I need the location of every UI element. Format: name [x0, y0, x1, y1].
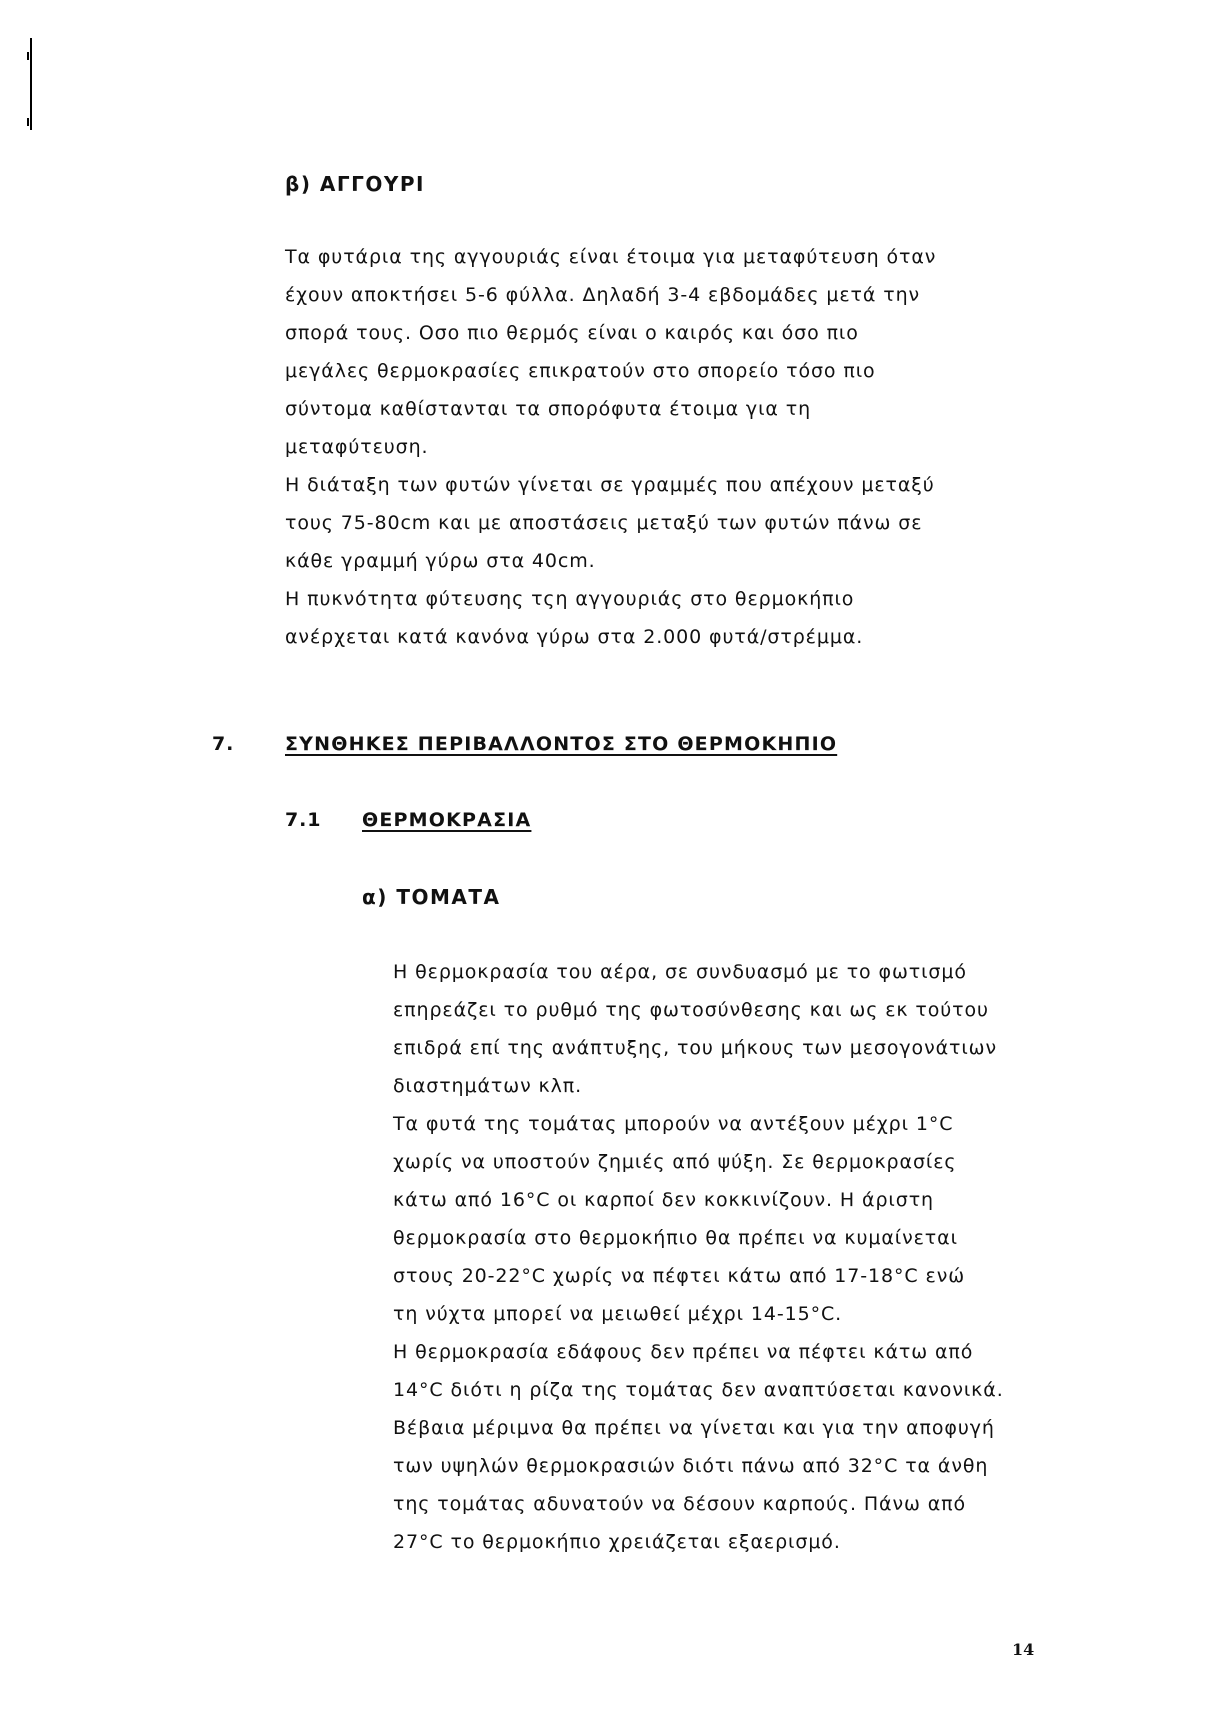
text-line: μεγάλες θερμοκρασίες επικρατούν στο σπορείο τόσο πιο	[285, 360, 876, 382]
section-heading-cucumber: β) ΑΓΓΟΥΡΙ	[285, 172, 425, 196]
section-heading-tomato: α) ΤΟΜΑΤΑ	[362, 885, 501, 909]
text-line: μεταφύτευση.	[285, 436, 429, 458]
scan-edge-tick	[27, 52, 29, 60]
text-line: χωρίς να υποστούν ζημιές από ψύξη. Σε θερμοκρασίες	[393, 1151, 957, 1173]
chapter-number: 7.	[212, 733, 235, 755]
subsection-title: ΘΕΡΜΟΚΡΑΣΙΑ	[362, 809, 532, 831]
scan-edge-line	[30, 38, 32, 130]
text-line: τους 75-80cm και με αποστάσεις μεταξύ των φυτών πάνω σε	[285, 512, 923, 534]
text-line: επιδρά επί της ανάπτυξης, του μήκους των μεσογονάτιων	[393, 1037, 997, 1059]
text-line: 14°C διότι η ρίζα της τομάτας δεν αναπτύσεται κανονικά.	[393, 1379, 1004, 1401]
text-line: διαστημάτων κλπ.	[393, 1075, 583, 1097]
text-line: Τα φυτά της τομάτας μπορούν να αντέξουν μέχρι 1°C	[393, 1113, 954, 1135]
text-line: τη νύχτα μπορεί να μειωθεί μέχρι 14-15°C.	[393, 1303, 843, 1325]
text-line: έχουν αποκτήσει 5-6 φύλλα. Δηλαδή 3-4 εβδομάδες μετά την	[285, 284, 921, 306]
text-line: Τα φυτάρια της αγγουριάς είναι έτοιμα για μεταφύτευση όταν	[285, 246, 937, 268]
text-line: Η θερμοκρασία του αέρα, σε συνδυασμό με το φωτισμό	[393, 961, 967, 983]
text-line: θερμοκρασία στο θερμοκήπιο θα πρέπει να κυμαίνεται	[393, 1227, 958, 1249]
text-line: Η πυκνότητα φύτευσης τςη αγγουριάς στο θερμοκήπιο	[285, 588, 855, 610]
scan-edge-tick	[27, 118, 29, 126]
text-line: της τομάτας αδυνατούν να δέσουν καρπούς. Πάνω από	[393, 1493, 967, 1515]
text-line: ανέρχεται κατά κανόνα γύρω στα 2.000 φυτά/στρέμμα.	[285, 626, 864, 648]
text-line: κάθε γραμμή γύρω στα 40cm.	[285, 550, 596, 572]
chapter-title: ΣΥΝΘΗΚΕΣ ΠΕΡΙΒΑΛΛΟΝΤΟΣ ΣΤΟ ΘΕΡΜΟΚΗΠΙΟ	[285, 733, 838, 755]
subsection-number: 7.1	[285, 809, 322, 831]
text-line: σύντομα καθίστανται τα σπορόφυτα έτοιμα για τη	[285, 398, 812, 420]
text-line: 27°C το θερμοκήπιο χρειάζεται εξαερισμό.	[393, 1531, 841, 1553]
page-number: 14	[1012, 1640, 1035, 1659]
text-line: των υψηλών θερμοκρασιών διότι πάνω από 32°C τα άνθη	[393, 1455, 989, 1477]
text-line: Η θερμοκρασία εδάφους δεν πρέπει να πέφτει κάτω από	[393, 1341, 974, 1363]
text-line: Βέβαια μέριμνα θα πρέπει να γίνεται και για την αποφυγή	[393, 1417, 995, 1439]
text-line: επηρεάζει το ρυθμό της φωτοσύνθεσης και ως εκ τούτου	[393, 999, 989, 1021]
text-line: σπορά τους. Οσο πιο θερμός είναι ο καιρός και όσο πιο	[285, 322, 859, 344]
text-line: στους 20-22°C χωρίς να πέφτει κάτω από 17-18°C ενώ	[393, 1265, 966, 1287]
text-line: Η διάταξη των φυτών γίνεται σε γραμμές που απέχουν μεταξύ	[285, 474, 935, 496]
text-line: κάτω από 16°C οι καρποί δεν κοκκινίζουν. Η άριστη	[393, 1189, 934, 1211]
